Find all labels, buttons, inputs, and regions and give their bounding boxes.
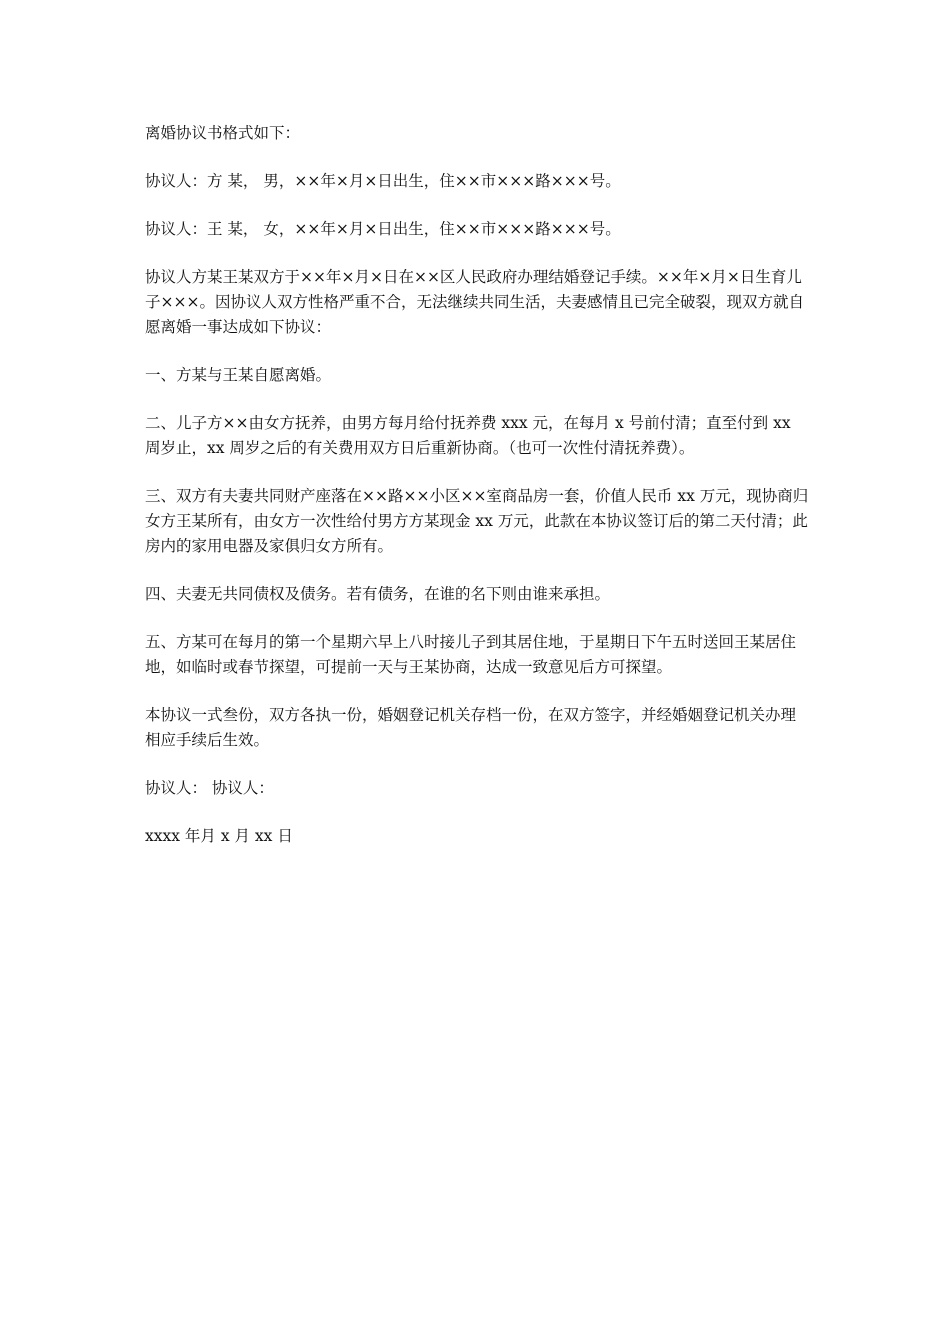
clause-4: 四、夫妻无共同债权及债务。若有债务，在谁的名下则由谁来承担。 <box>145 585 611 603</box>
closing-paragraph: 本协议一式叁份，双方各执一份，婚姻登记机关存档一份，在双方签字，并经婚姻登记机关办理相应手续后生效。 <box>145 706 797 749</box>
party-a-line: 协议人：方 某， 男，××年×月×日出生，住××市×××路×××号。 <box>145 172 621 190</box>
party-b-line: 协议人：王 某， 女，××年×月×日出生，住××市×××路×××号。 <box>145 220 621 238</box>
clause-2: 二、儿子方××由女方抚养，由男方每月给付抚养费 xxx 元，在每月 x 号前付清；直至付到 xx 周岁止，xx 周岁之后的有关费用双方日后重新协商。（也可一次性付清抚养费）。 <box>145 414 791 457</box>
date-line: xxxx 年月 x 月 xx 日 <box>145 827 293 845</box>
document-body <box>145 121 810 872</box>
clause-5: 五、方某可在每月的第一个星期六早上八时接儿子到其居住地，于星期日下午五时送回王某居住地，如临时或春节探望，可提前一天与王某协商，达成一致意见后方可探望。 <box>145 633 797 676</box>
clause-3: 三、双方有夫妻共同财产座落在××路××小区××室商品房一套，价值人民币 xx 万元，现协商归女方王某所有，由女方一次性给付男方方某现金 xx 万元，此款在本协议签订后的第二天付清；此房内的家用电器及家俱归女方所有。 <box>145 487 809 555</box>
signature-line: 协议人： 协议人： <box>145 779 274 797</box>
intro-paragraph: 协议人方某王某双方于××年×月×日在××区人民政府办理结婚登记手续。××年×月×日生育儿子×××。因协议人双方性格严重不合，无法继续共同生活，夫妻感情且已完全破裂，现双方就自愿离婚一事达成如下协议： <box>145 268 804 336</box>
document-title-line: 离婚协议书格式如下： <box>145 124 301 142</box>
clause-1: 一、方某与王某自愿离婚。 <box>145 366 332 384</box>
